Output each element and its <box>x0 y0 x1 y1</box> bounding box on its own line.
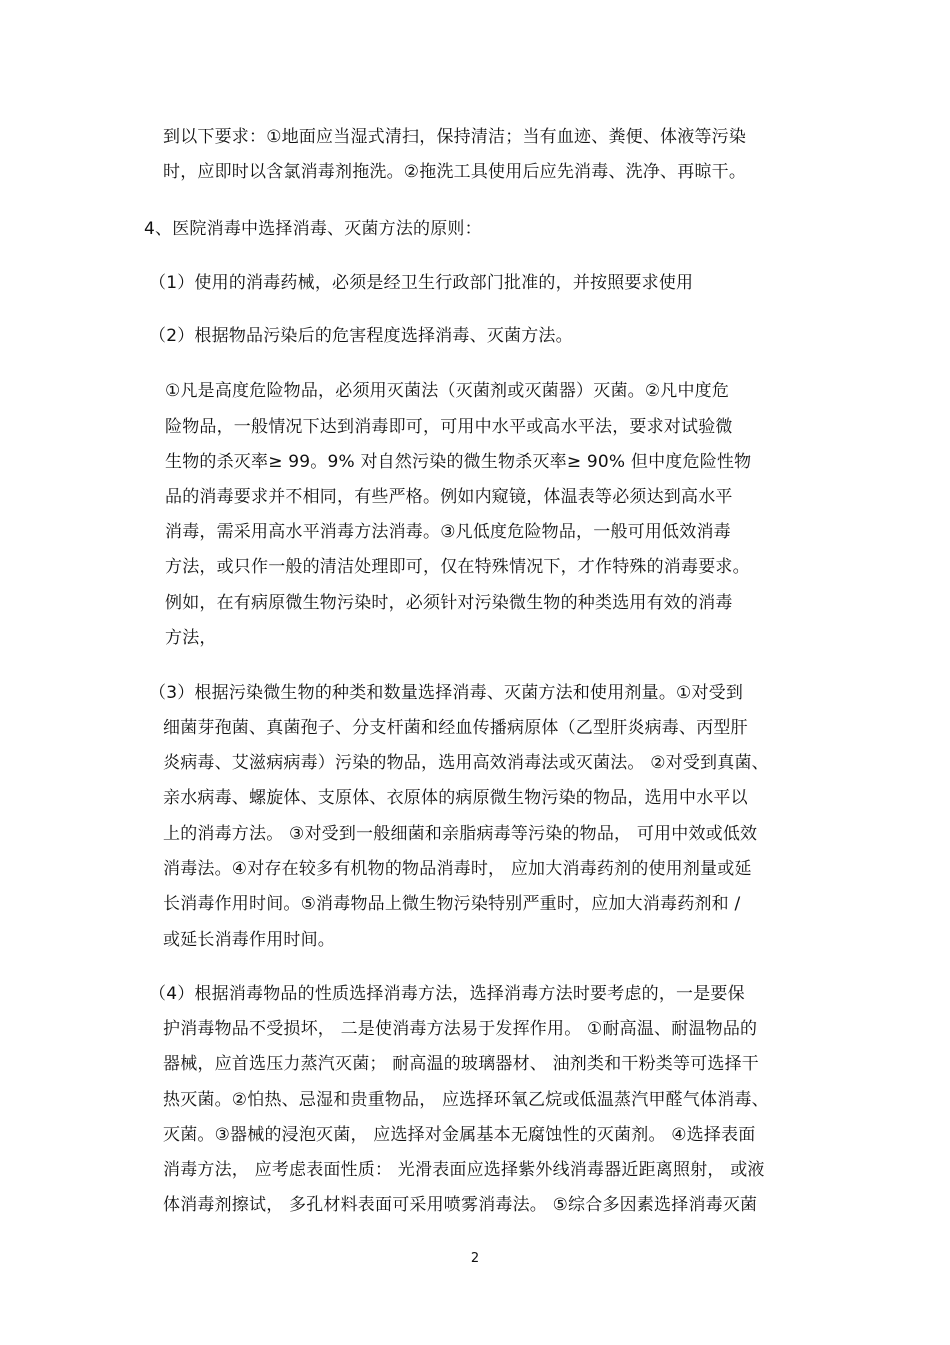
item-3-line: 亲水病毒、螺旋体、支原体、衣原体的病原微生物污染的物品，选用中水平以 <box>163 788 748 808</box>
item-3-line: 或延长消毒作用时间。 <box>163 930 335 950</box>
intro-line-1: 到以下要求：①地面应当湿式清扫，保持清洁；当有血迹、粪便、体液等污染 <box>163 127 747 147</box>
item-2-detail-line: 例如，在有病原微生物污染时，必须针对污染微生物的种类选用有效的消毒 <box>165 593 733 613</box>
item-3-line: 细菌芽孢菌、真菌孢子、分支杆菌和经血传播病原体（乙型肝炎病毒、丙型肝 <box>163 718 748 738</box>
item-4-line: 消毒方法， 应考虑表面性质： 光滑表面应选择紫外线消毒器近距离照射， 或液 <box>163 1160 765 1180</box>
item-2-detail-line: 险物品，一般情况下达到消毒即可，可用中水平或高水平法，要求对试验微 <box>165 417 733 437</box>
item-3-line: 上的消毒方法。 ③对受到一般细菌和亲脂病毒等污染的物品， 可用中效或低效 <box>163 824 758 844</box>
item-3-line: 炎病毒、艾滋病病毒）污染的物品，选用高效消毒法或灭菌法。 ②对受到真菌、 <box>163 753 769 773</box>
item-3-line: 消毒法。④对存在较多有机物的物品消毒时， 应加大消毒药剂的使用剂量或延 <box>163 859 752 879</box>
item-3-line: 长消毒作用时间。⑤消毒物品上微生物污染特别严重时，应加大消毒药剂和 / <box>163 894 741 914</box>
page-number: 2 <box>470 1251 480 1266</box>
item-3-line: （3）根据污染微生物的种类和数量选择消毒、灭菌方法和使用剂量。①对受到 <box>149 683 744 703</box>
intro-line-2: 时，应即时以含氯消毒剂拖洗。②拖洗工具使用后应先消毒、洗净、再晾干。 <box>163 162 747 182</box>
item-2-detail-line: 方法，或只作一般的清洁处理即可，仅在特殊情况下，才作特殊的消毒要求。 <box>165 557 750 577</box>
item-2-heading: （2）根据物品污染后的危害程度选择消毒、灭菌方法。 <box>149 326 573 346</box>
item-4-line: 体消毒剂擦试， 多孔材料表面可采用喷雾消毒法。 ⑤综合多因素选择消毒灭菌 <box>163 1195 758 1215</box>
item-4-line: （4）根据消毒物品的性质选择消毒方法，选择消毒方法时要考虑的，一是要保 <box>149 984 745 1004</box>
section-heading: 4、医院消毒中选择消毒、灭菌方法的原则： <box>144 219 482 239</box>
item-4-line: 器械，应首选压力蒸汽灭菌； 耐高温的玻璃器材、 油剂类和干粉类等可选择干 <box>163 1054 760 1074</box>
item-2-detail-line: 生物的杀灭率≥ 99。9% 对自然污染的微生物杀灭率≥ 90% 但中度危险性物 <box>165 452 752 472</box>
item-2-detail-line: ①凡是高度危险物品，必须用灭菌法（灭菌剂或灭菌器）灭菌。②凡中度危 <box>165 381 730 401</box>
item-2-detail-line: 品的消毒要求并不相同，有些严格。例如内窥镜，体温表等必须达到高水平 <box>165 487 733 507</box>
item-4-line: 灭菌。③器械的浸泡灭菌， 应选择对金属基本无腐蚀性的灭菌剂。 ④选择表面 <box>163 1125 756 1145</box>
item-4-line: 护消毒物品不受损坏， 二是使消毒方法易于发挥作用。 ①耐高温、耐温物品的 <box>163 1019 758 1039</box>
item-2-detail-line: 方法， <box>165 628 217 648</box>
item-4-line: 热灭菌。②怕热、忌湿和贵重物品， 应选择环氧乙烷或低温蒸汽甲醛气体消毒、 <box>163 1090 769 1110</box>
item-2-detail-line: 消毒，需采用高水平消毒方法消毒。③凡低度危险物品，一般可用低效消毒 <box>165 522 731 542</box>
item-1-text: （1）使用的消毒药械，必须是经卫生行政部门批准的，并按照要求使用 <box>149 273 694 293</box>
